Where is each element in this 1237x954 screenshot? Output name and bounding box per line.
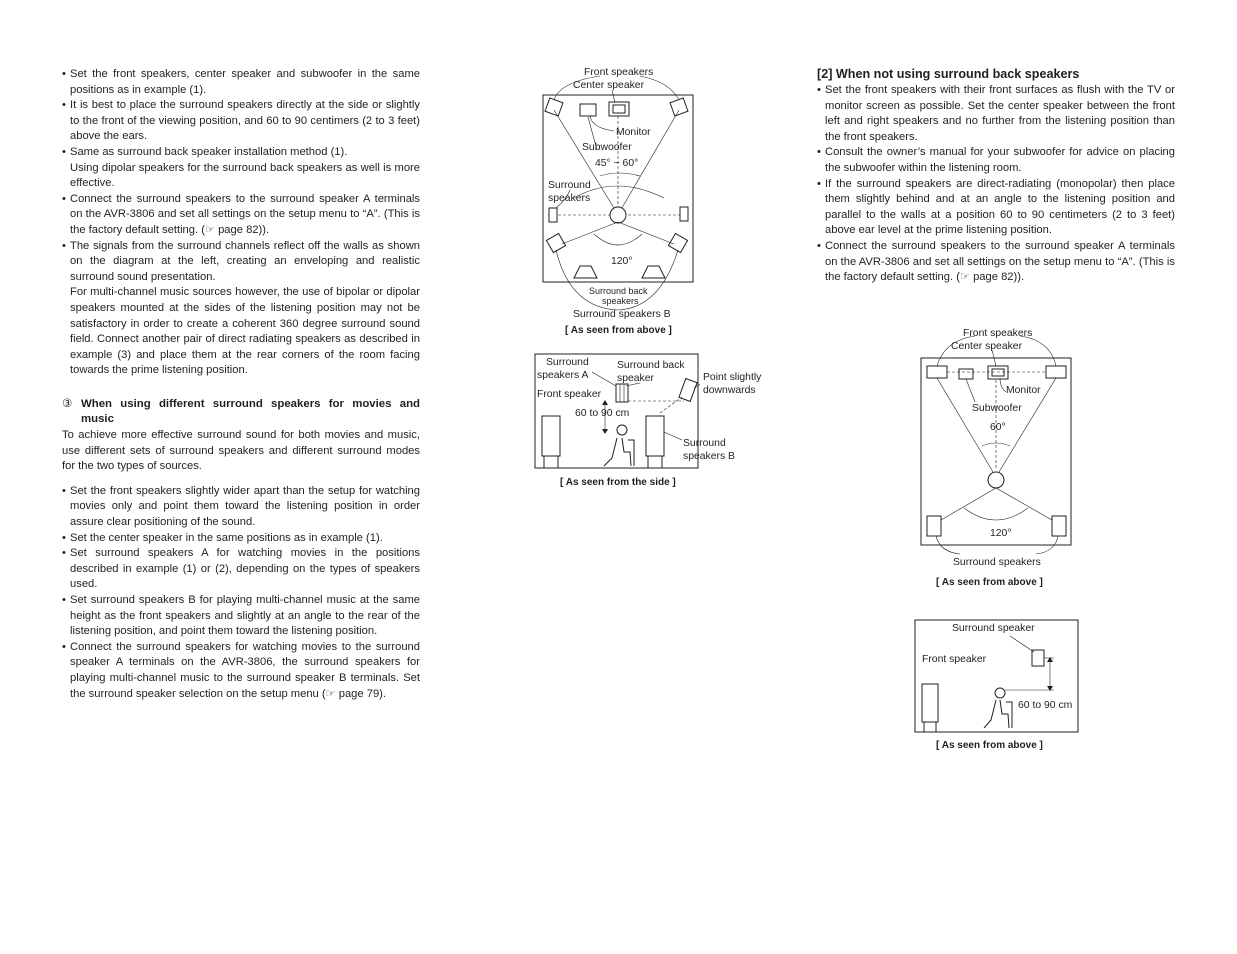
monitor-icon xyxy=(609,102,629,116)
fig4-height-label: 60 to 90 cm xyxy=(1018,700,1073,711)
list-item: • Set the front speakers, center speaker and subwoofer in the same positions as in example (1). xyxy=(62,67,420,98)
fig1-rear-angle-label: 120° xyxy=(611,256,633,267)
list-item: • Set the center speaker in the same positions as in example (1). xyxy=(62,531,420,547)
room-outline xyxy=(915,620,1078,732)
section-3-intro: To achieve more effective surround sound for both movies and music, use different sets of surround speakers and different surround modes for the two types of sources. xyxy=(62,429,420,473)
figure-side-view-no-back xyxy=(910,615,1090,760)
figure-top-view-surround xyxy=(525,62,715,342)
fig3-front-angle-label: 60° xyxy=(990,422,1006,433)
fig3-caption: [ As seen from above ] xyxy=(936,577,1043,588)
list-item: • Same as surround back speaker installation method (1). Using dipolar speakers for the surround back speakers as well is more effective. xyxy=(62,145,420,192)
bullet-continuation: For multi-channel music sources however, the use of bipolar or dipolar speakers mounted at the sides of the listening position may not be satisfactory in order to create a coherent 360 degree surround sound field. Connect another pair of direct radiating speakers as described in example (3) and place them at the rear corners of the room facing towards the prime listening position. xyxy=(70,286,420,377)
list-item: • Set the front speakers with their front surfaces as flush with the TV or monitor screen as possible. Set the center speaker between the front left and right speakers and no further from the listening position than the front speakers. xyxy=(817,83,1175,145)
fig3-rear-angle-label: 120° xyxy=(990,528,1012,539)
bullet-list-b xyxy=(62,484,420,702)
fig1-center-speaker-label: Center speaker xyxy=(573,80,645,91)
surround-back-speaker-icon xyxy=(679,379,697,402)
listener-head-icon xyxy=(610,207,626,223)
list-item: • Set surround speakers B for playing multi-channel music at the same height as the front speakers and slightly at an angle to the rear of the listening position, and point them toward the listening position. xyxy=(62,593,420,640)
fig3-center-speaker-label: Center speaker xyxy=(951,341,1023,352)
bullet-list-a xyxy=(62,67,420,379)
front-right-speaker-icon xyxy=(1046,366,1066,378)
list-item: • The signals from the surround channels reflect off the walls as shown on the diagram at the left, creating an enveloping and realistic surround sound presentation. For multi-channel music sources however, the use of bipolar or dipolar speakers mounted at the sides of the listening position may not be satisfactory in order to create a coherent 360 degree surround sound field. Connect another pair of direct radiating speakers as described in example (3) and place them at the rear corners of the room facing towards the prime listening position. xyxy=(62,239,420,379)
section-2-heading: [2] When not using surround back speakers xyxy=(817,67,1080,81)
list-item: • Consult the owner’s manual for your subwoofer for advice on placing the subwoofer within the listening room. xyxy=(817,145,1175,176)
surround-right-speaker-icon xyxy=(1052,516,1066,536)
surround-left-speaker-icon xyxy=(927,516,941,536)
front-left-speaker-icon xyxy=(545,98,563,116)
fig1-surround-back-label-2: speakers xyxy=(602,296,639,306)
listener-seated-icon xyxy=(984,688,1012,728)
front-speaker-icon xyxy=(922,684,938,722)
fig1-caption: [ As seen from above ] xyxy=(565,325,672,336)
subwoofer-icon xyxy=(580,104,596,116)
front-right-speaker-icon xyxy=(670,98,688,116)
fig1-front-angle-label: 45° ~ 60° xyxy=(595,158,639,169)
fig4-caption: [ As seen from above ] xyxy=(936,740,1043,751)
bullet-list-right xyxy=(817,83,1175,286)
surround-left-speaker-icon xyxy=(549,208,557,222)
surround-back-right-speaker-icon xyxy=(642,266,665,278)
fig1-subwoofer-label: Subwoofer xyxy=(582,142,632,153)
fig3-subwoofer-label: Subwoofer xyxy=(972,403,1022,414)
fig4-surround-speaker-label: Surround speaker xyxy=(952,623,1035,634)
fig2-front-speaker-label: Front speaker xyxy=(537,389,602,400)
fig2-surround-b-label-1: Surround xyxy=(683,438,726,449)
fig3-surround-label: Surround speakers xyxy=(953,557,1041,568)
list-item: • Connect the surround speakers to the surround speaker A terminals on the AVR-3806 and set all settings on the setup menu to “A”. (This is the factory default setting. (☞ page 82)). xyxy=(62,192,420,239)
subwoofer-icon xyxy=(959,369,973,379)
front-left-speaker-icon xyxy=(927,366,947,378)
fig3-front-speakers-label: Front speakers xyxy=(963,328,1033,339)
surround-speaker-icon xyxy=(1032,650,1044,666)
surround-a-speaker-icon xyxy=(616,384,628,402)
section-number: ③ xyxy=(62,397,73,410)
fig1-surround-b-label: Surround speakers B xyxy=(573,309,671,320)
fig1-surround-label-2: speakers xyxy=(548,193,591,204)
monitor-icon xyxy=(988,366,1008,379)
list-item: • Set surround speakers A for watching movies in the positions described in example (1) or (2), depending on the types of speakers used. xyxy=(62,546,420,593)
fig1-front-speakers-label: Front speakers xyxy=(584,67,654,78)
fig2-surround-back-label-2: speaker xyxy=(617,373,654,384)
fig2-point-label-1: Point slightly xyxy=(703,372,762,383)
list-item: • Connect the surround speakers for watching movies to the surround speaker A terminals on the AVR-3806, the surround speakers for playing multi-channel music to the surround speaker B terminals. Set the surround speaker selection on the setup menu (☞ page 79). xyxy=(62,640,420,702)
fig1-monitor-label: Monitor xyxy=(616,127,651,138)
front-speaker-icon xyxy=(542,416,560,456)
fig2-surround-a-label-1: Surround xyxy=(546,357,589,368)
right-text-column xyxy=(817,66,1175,286)
left-text-column xyxy=(62,67,420,702)
bullet-continuation: Using dipolar speakers for the surround back speakers as well is more effective. xyxy=(70,161,420,190)
surround-b-left-speaker-icon xyxy=(546,233,565,252)
fig2-surround-back-label-1: Surround back xyxy=(617,360,685,371)
list-item: • Set the front speakers slightly wider apart than the setup for watching movies only and point them toward the listening position in order assure clear positioning of the sound. xyxy=(62,484,420,531)
surround-right-speaker-icon xyxy=(680,207,688,221)
fig2-point-label-2: downwards xyxy=(703,385,756,396)
fig3-monitor-label: Monitor xyxy=(1006,385,1041,396)
surround-back-left-speaker-icon xyxy=(574,266,597,278)
listener-seated-icon xyxy=(604,425,634,466)
section-3-heading: ③ When using different surround speakers for movies and music xyxy=(62,397,420,426)
surround-b-speaker-icon xyxy=(646,416,664,456)
fig2-height-label: 60 to 90 cm xyxy=(575,408,630,419)
figure-side-view-surround xyxy=(530,350,770,490)
list-item: • If the surround speakers are direct-radiating (monopolar) then place them slightly behind and at an angle to the listening position and parallel to the walls at a position 60 to 90 centimeters (2 to 3 feet) above ear level at the prime listening position. xyxy=(817,177,1175,239)
fig1-surround-back-label-1: Surround back xyxy=(589,286,648,296)
list-item: • Connect the surround speakers to the surround speaker A terminals on the AVR-3806 and set all settings on the setup menu to “A”. (This is the factory default setting. (☞ page 82)). xyxy=(817,239,1175,286)
fig1-surround-label-1: Surround xyxy=(548,180,591,191)
fig2-surround-a-label-2: speakers A xyxy=(537,370,589,381)
listener-head-icon xyxy=(988,472,1004,488)
list-item: • It is best to place the surround speakers directly at the side or slightly to the front of the viewing position, and 60 to 90 centimers (2 to 3 feet) above the ears. xyxy=(62,98,420,145)
figure-top-view-no-back xyxy=(910,322,1080,592)
fig4-front-speaker-label: Front speaker xyxy=(922,654,987,665)
fig2-surround-b-label-2: speakers B xyxy=(683,451,735,462)
fig2-caption: [ As seen from the side ] xyxy=(560,477,676,488)
